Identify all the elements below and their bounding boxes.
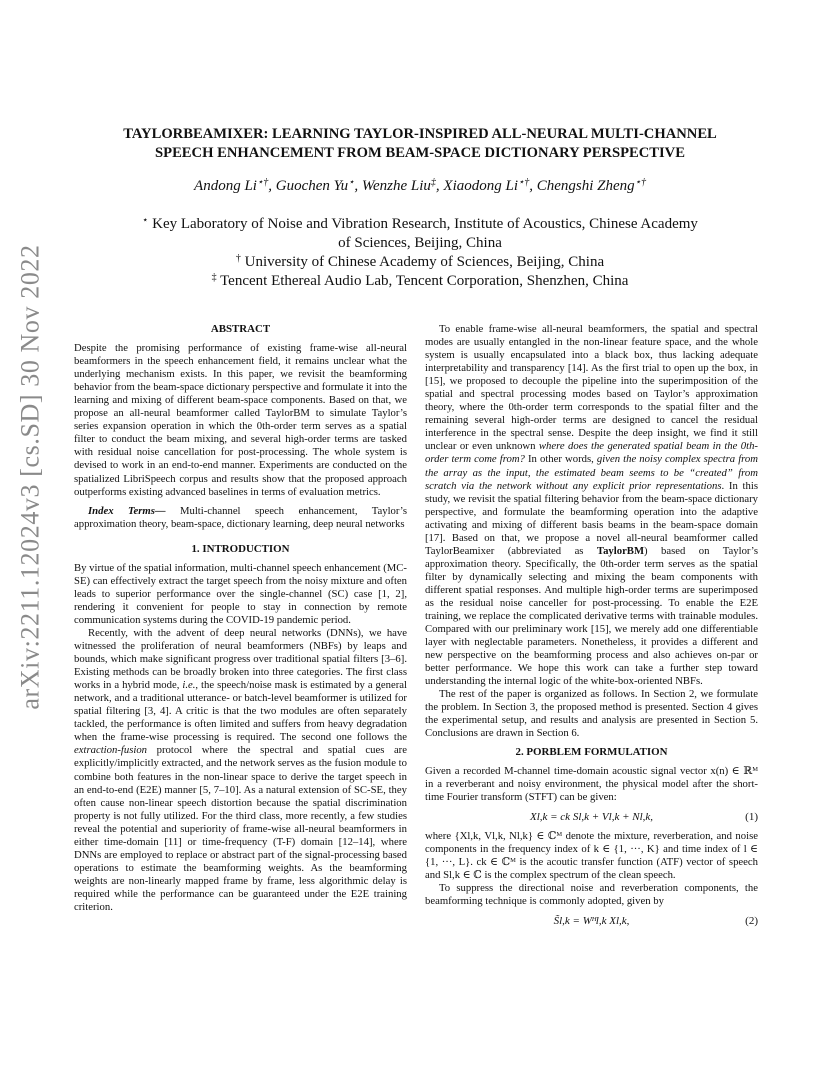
title-line-2: SPEECH ENHANCEMENT FROM BEAM-SPACE DICTIONARY PERSPECTIVE [155,145,685,161]
author-name: Guochen Yu [275,178,349,194]
equation-1-body: Xl,k = ck Sl,k + Vl,k + Nl,k, [529,810,654,823]
affiliation-3 [100,272,740,291]
affiliation-mark: † [235,253,241,264]
body-text: ) based on Taylor’s approximation theory. Specifically, the 0th-order term serves as the spatial filter by dynamically selecting and mixing the beam components with different spatial responses. And multiple high-order terms are superimposed as the residual noise canceller for post-processing. To enable the E2E training, we replace the complicated derivative terms with trainable modules. Compared with our preliminary work [15], we merely add one differentiable layer with neglectable parameters. Nonetheless, it provides a different and new perspective on the beamforming process and also achieves on-par or better performance. We hope this work can take a further step toward understanding the internal logic of the white-box-oriented NBFs. [425,544,758,688]
equation-2 [425,914,758,928]
problem-paragraph-3: To suppress the directional noise and reverberation components, the beamforming technique is commonly adopted, given by [425,881,758,907]
problem-paragraph-1: Given a recorded M-channel time-domain acoustic signal vector x(n) ∈ ℝᴹ in a reverberant and noisy environment, the physical model after the short-time Fourier transform (STFT) can be given: [425,764,758,803]
affiliation-1 [100,215,740,234]
intro-text: Recently, with the advent of deep neural networks (DNNs), we have witnessed the proliferation of neural beamformers (NBFs) by leaps and bounds, which make significant progress over traditional spatial filters [3–6]. Existing methods can be broadly broken into three categories. The first class works in a hybrid mode, [74,626,407,692]
problem-paragraph-2: where {Xl,k, Vl,k, Nl,k} ∈ ℂᴹ denote the mixture, reverberation, and noise components in the frequency index of k ∈ {1, ···, K} and time index of l ∈ {1, ···, L}. ck ∈ ℂᴹ is the acoutic transfer function (ATF) vector of speech and Sl,k ∈ ℂ is the complex spectrum of the clean speech. [425,829,758,881]
affiliation-mark: ⋆ [142,215,149,226]
affiliation-text: University of Chinese Academy of Sciences, Beijing, China [244,254,605,270]
equation-1-number: (1) [745,810,758,823]
author-mark: ⋆ [348,177,355,188]
intro-extraction-fusion: extraction-fusion [74,744,148,757]
problem-heading: 2. PORBLEM FORMULATION [515,745,668,758]
body-text: . In this study, we revisit the spatial filtering behavior from the beam-space dictionary perspective, and formulate the beamforming operation into the adaptive activating and mixing of different basis beams in the beam-space domain [17]. Based on that, we propose a novel all-neural beamformer called TaylorBeamixer (abbreviated as [425,479,758,557]
author-name: Wenzhe Liu [361,178,431,194]
affiliation-text: Tencent Ethereal Audio Lab, Tencent Corporation, Shenzhen, China [220,273,629,289]
author-mark: ⋆† [518,177,530,188]
author-mark: ⋆† [256,177,269,188]
intro-text: , the speech/noise mask is estimated by a general network, and a traditional utterance- or batch-level beamformer is utilized for spatial filtering [3, 4]. A critic is that the two modules are often separately tackled, the performance is often limited and suffers from heavy degradation when the frame-wise processing is required. The second one follows the [74,679,408,744]
right-paragraph-1 [425,323,758,688]
abstract-text: Despite the promising performance of existing frame-wise all-neural beamformers in the speech enhancement field, it remains unclear what the underlying mechanism exists. In this paper, we revisit the beamforming behavior from the beam-space dictionary perspective and formulate it into the learning and mixing of different beam-space components. Based on that, we propose an all-neural beamformer called TaylorBM to simulate Taylor’s series expansion operation in which the 0th-order term serves as a spatial filter to conduct the beam mixing, and several high-order terms are tasked with residual noise cancellation for post-processing. The whole system is devised to work in an end-to-end manner. Experiments are conducted on the spatialized LibriSpeech corpus and results show that the proposed approach outperforms existing advanced baselines in terms of evaluation metrics. [74,342,407,498]
arxiv-stamp [6,244,56,710]
paper-title [80,125,760,163]
intro-text: protocol where the spectral and spatial cues are explicitly/implicitly extracted, and the network serves as the fusion module to combine both features in the non-linear space to derive the target speech in an end-to-end (E2E) manner [5, 7–10]. As a natural extension of SC-SE, they often cause non-linear speech distortion because the spatial discrimination property is not fully utilized. For the third class, more recently, a few studies reveal the potential and superiority of frame-wise all-neural beamformers in either time-domain [11] or time-frequency (T-F) domain [12–14], where DNNs are employed to replace or abstract part of the signal-processing based operations to estimate the beamforming weights. As the beamforming weights are non-linearly mapped frame by frame, less algorithmic delay is required while the performance can be guaranteed under the E2E training criterion. [74,744,407,913]
arxiv-id: arXiv:2211.12024v3 [cs.SD] 30 Nov 2022 [16,244,45,710]
taylorbm-name: TaylorBM [596,544,645,557]
author-mark: ⋆† [634,177,646,188]
body-italic: where does the generated spatial beam in the 0th-order term come from? [425,440,758,466]
intro-heading: 1. INTRODUCTION [191,542,290,555]
index-terms-label: Index Terms— [88,504,166,517]
intro-ie: i.e. [182,679,196,692]
intro-paragraph-2 [74,627,407,914]
index-terms [74,505,407,531]
author-mark: ‡ [430,177,436,188]
affiliation-2 [100,253,740,272]
body-text: In other words, [524,453,597,466]
author-name: Andong Li [194,178,257,194]
author-name: Chengshi Zheng [536,178,635,194]
equation-2-body: S̃l,k = Wᴴl,k Xl,k, [553,914,630,927]
affiliation-1-cont: of Sciences, Beijing, China [338,235,502,251]
index-terms-text: Multi-channel speech enhancement, Taylor’s approximation theory, beam-space, dictionary learning, deep neural networks [74,504,407,530]
right-paragraph-2: The rest of the paper is organized as follows. In Section 2, we formulate the problem. In Section 3, the proposed method is presented. Section 4 gives the experimental setup, and results and analysis are presented in Section 5. Conclusions are drawn in Section 6. [425,688,758,740]
affiliation-mark: ‡ [211,272,217,283]
body-text: To enable frame-wise all-neural beamformers, the spatial and spectral modes are usually entangled in the non-linear feature space, and the whole system is usually encapsulated into a black box, thus lacking adequate interpretability and transparency [14]. As the first trial to open up the box, in [15], we proposed to decouple the pipeline into the superimposition of the spatial and spectral processing modes based on Taylor’s approximation theory, where the 0th-order term corresponds to the spatial filter and the remaining several high-order terms are designed to cancel the residual interference in the spectral sense. Despite the deep insight, we find it still unclear or even unknown [425,323,758,453]
equation-1 [425,810,758,824]
left-column [74,323,407,914]
abstract-heading: ABSTRACT [210,323,271,335]
author-name: Xiaodong Li [443,178,518,194]
body-italic: given the noisy complex spectra from the array as the input, the estimated beam seems to be “created” from scratch via the network without any explicit prior representations [425,453,758,492]
affiliation-text: Key Laboratory of Noise and Vibration Research, Institute of Acoustics, Chinese Academy [152,216,698,232]
intro-paragraph-1: By virtue of the spatial information, multi-channel speech enhancement (MC-SE) can effectively extract the target speech from the noisy mixture and often leads to superior performance over the single-channel (SC) case [1, 2], rendering it convenient for people to stay in connection by remote communication systems during the COVID-19 pandemic period. [74,561,407,626]
right-column [425,323,758,934]
equation-2-number: (2) [745,914,758,927]
affiliations [100,215,740,291]
author-list: Andong Li⋆†, Guochen Yu⋆, Wenzhe Liu‡, Xiaodong Li⋆†, Chengshi Zheng⋆† [194,177,646,194]
title-line-1: TAYLORBEAMIXER: LEARNING TAYLOR-INSPIRED ALL-NEURAL MULTI-CHANNEL [123,126,717,142]
